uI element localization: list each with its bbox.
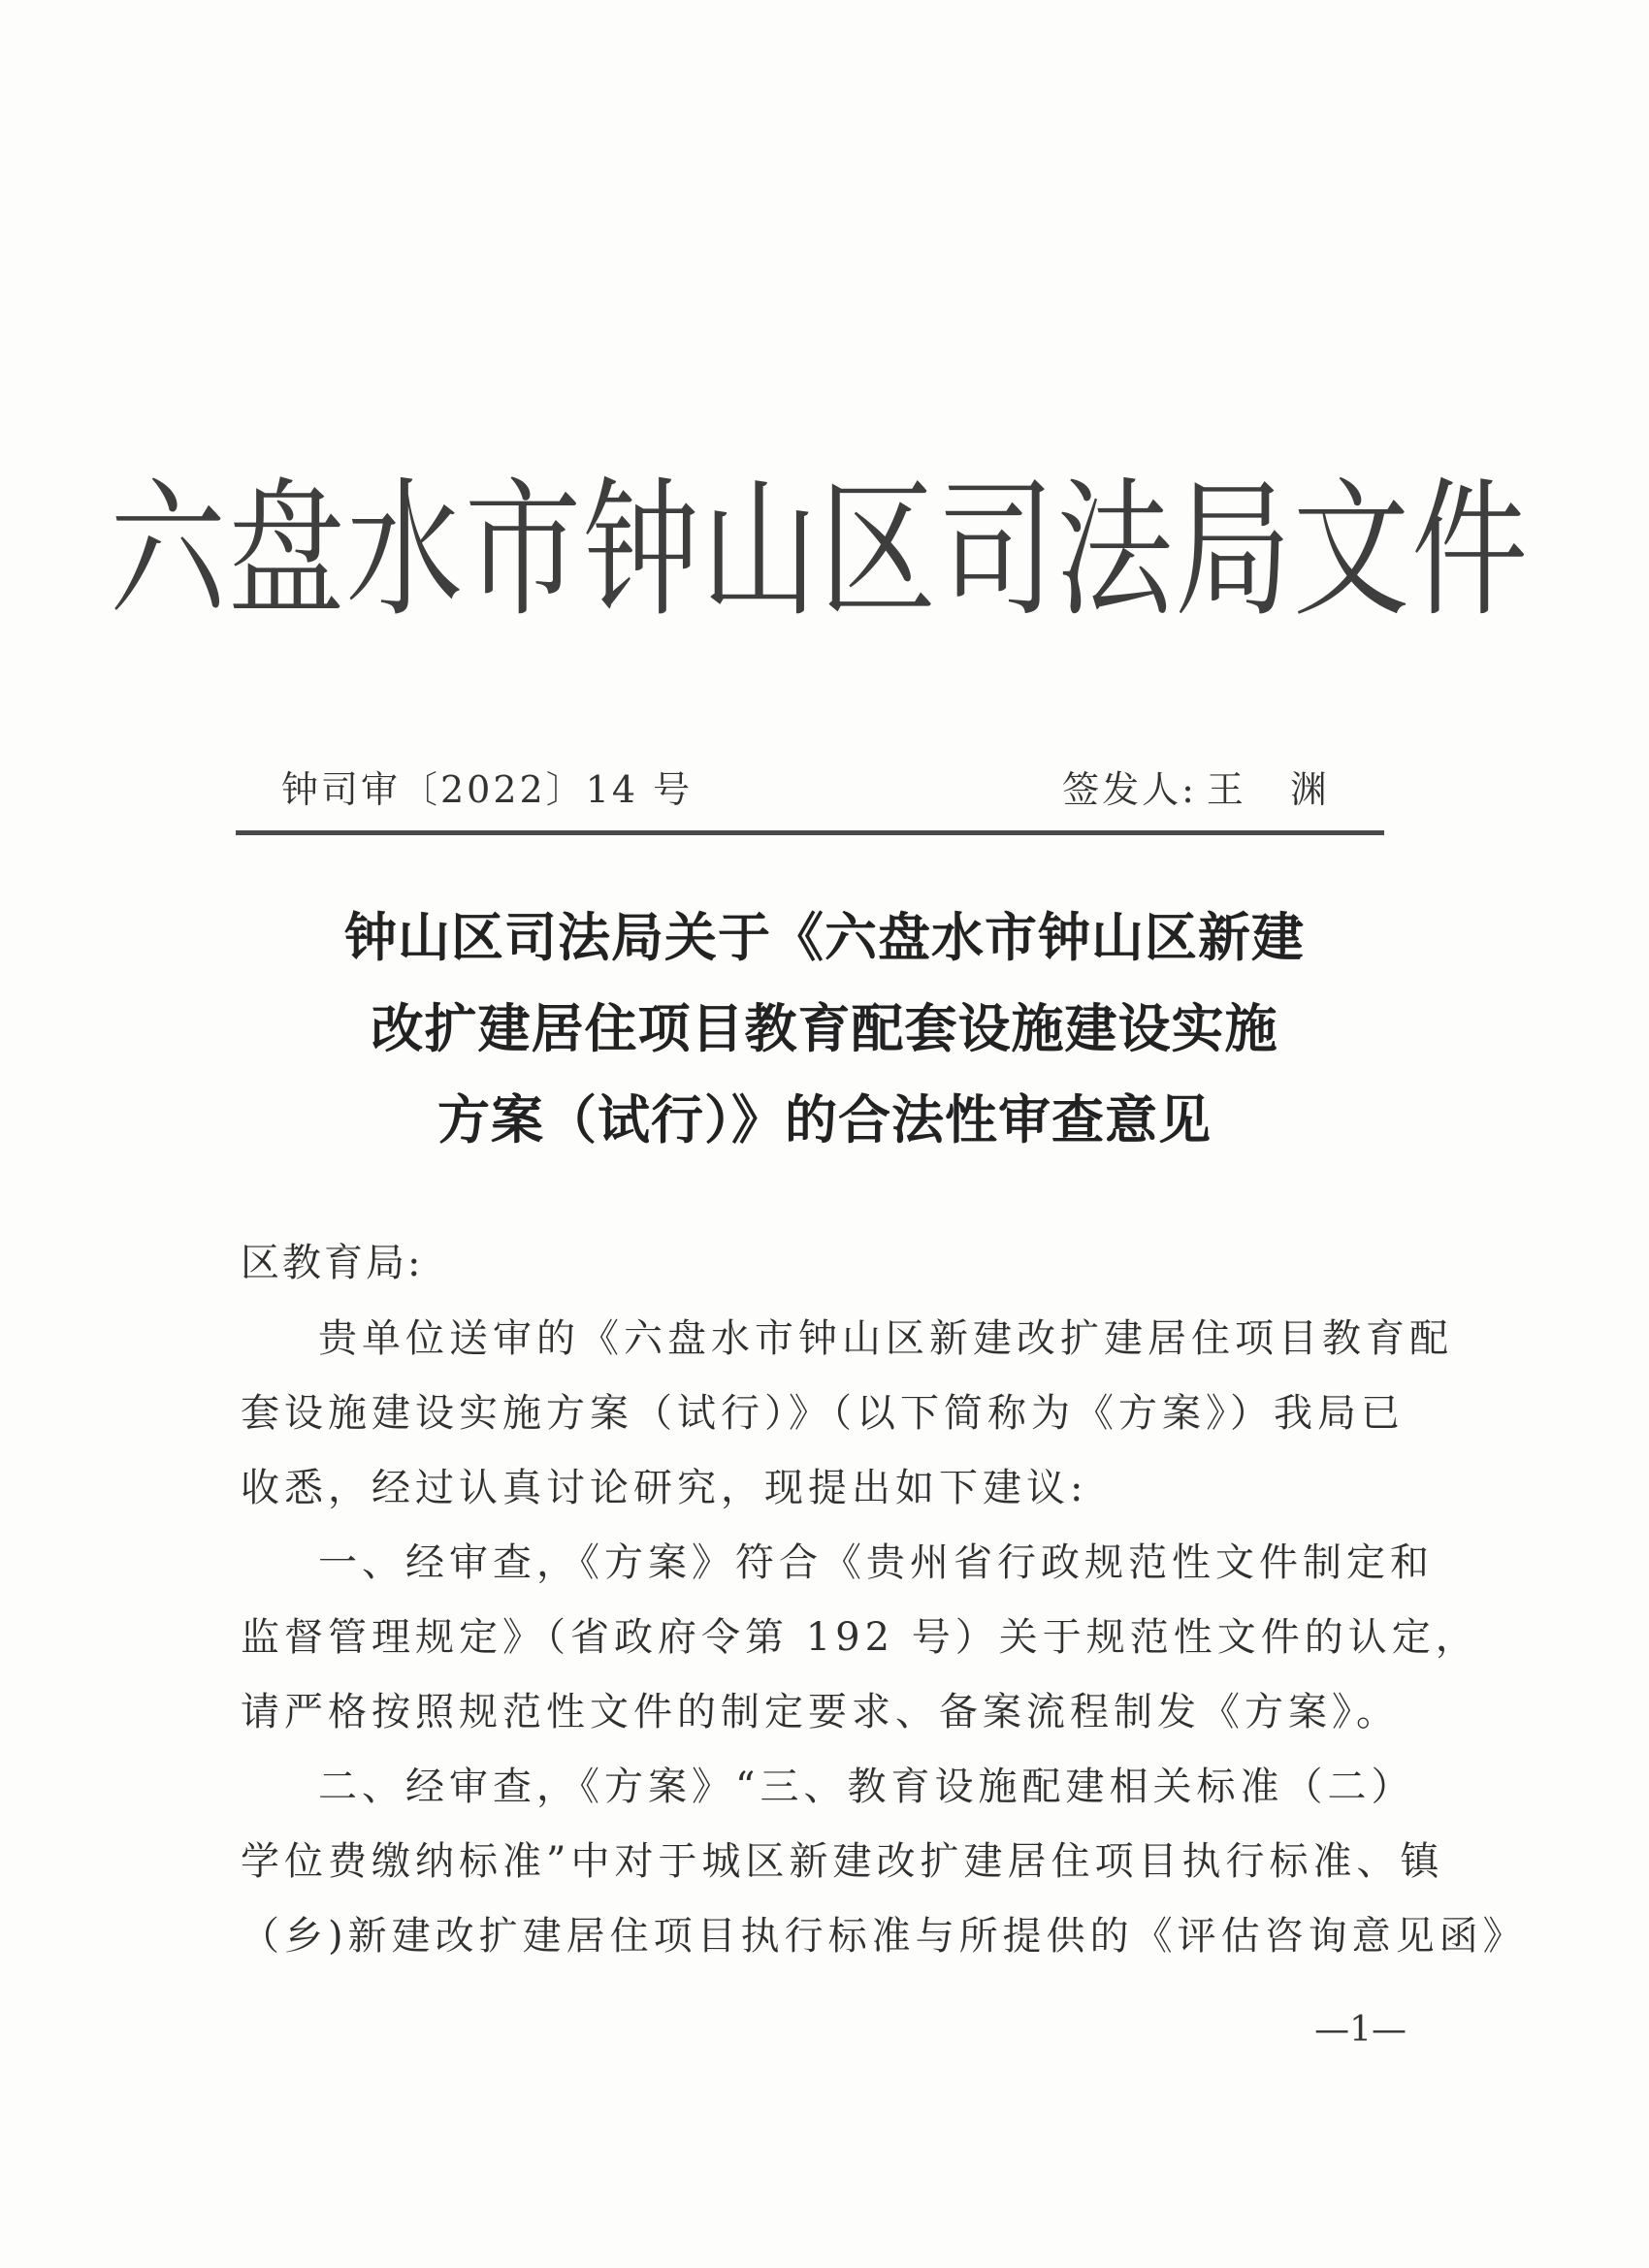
document-number: 钟司审〔2022〕14 号 <box>281 768 694 811</box>
body-line: 一、经审查，《方案》符合《贵州省行政规范性文件制定和 <box>318 1540 1434 1585</box>
document-header-row <box>239 752 1383 814</box>
body-line: （乡)新建改扩建居住项目执行标准与所提供的《评估咨询意见函》 <box>241 1914 1527 1959</box>
body-line: 监督管理规定》（省政府令第 192 号）关于规范性文件的认定， <box>241 1615 1479 1660</box>
title-line: 钟山区司法局关于《六盘水市钟山区新建 <box>344 907 1305 968</box>
signer-label: 签发人: <box>1062 768 1197 811</box>
body-line: 套设施建设实施方案（试行）》（以下简称为《方案》）我局已 <box>241 1391 1405 1436</box>
body-line: 贵单位送审的《六盘水市钟山区新建改扩建居住项目教育配 <box>318 1316 1453 1361</box>
document-title <box>242 892 1406 1166</box>
page-number: —1— <box>1314 2010 1406 2050</box>
signer-name: 王 渊 <box>1206 768 1344 811</box>
title-line: 方案（试行）》的合法性审查意见 <box>437 1089 1212 1150</box>
body-line: 请严格按照规范性文件的制定要求、备案流程制发《方案》。 <box>241 1690 1400 1734</box>
recipient: 区教育局: <box>241 1241 424 1285</box>
header-divider <box>236 830 1384 835</box>
title-line: 改扩建居住项目教育配套设施建设实施 <box>371 998 1278 1059</box>
document-body <box>241 1302 1527 1974</box>
signer-block <box>1062 760 1344 813</box>
body-line: 二、经审查，《方案》“三、教育设施配建相关标准（二） <box>318 1765 1415 1809</box>
body-line: 收悉，经过认真讨论研究，现提出如下建议: <box>241 1466 1088 1510</box>
body-line: 学位费缴纳标准”中对于城区新建改扩建居住项目执行标准、镇 <box>241 1839 1444 1884</box>
masthead-title: 六盘水市钟山区司法局文件 <box>110 465 1530 638</box>
